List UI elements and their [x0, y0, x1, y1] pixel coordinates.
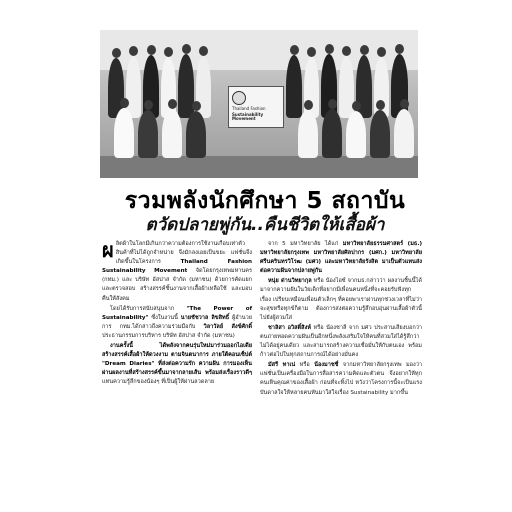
photo-person — [186, 111, 206, 158]
drop-cap: ผ — [102, 238, 114, 262]
paragraph-bold-text: นายชัชวาล ลิขสิทธิ์ — [180, 314, 230, 321]
photo-person — [114, 108, 134, 158]
photo-head — [112, 48, 121, 58]
article-paragraph — [260, 324, 422, 360]
paragraph-text: จากมหาวิทยาลัยกรุงเทพ มองว่า แฟชั่นเป็นเครื่องมือในการสื่อสารความคิดและตัวตน จึงอยากให้ทุกคนเห็นคุณค่าของเสื้อผ้า ก่อนที่จะทิ้งไป หวังว่าโครงการนี้จะเป็นแรงบันดาลใจให้หลายคนหันมาใส่ใจเรื่อง Sustainability มากขึ้น — [260, 362, 423, 396]
paragraph-text: หรือ น้องไอซ์ จากมธ.กล่าวว่า ผลงานชิ้นนี้ได้มาจากความฝันในวัยเด็กที่อยากมีเพื่อนคนหนึ่งที่จะคอยรับฟังทุกเรื่อง เปรียบเหมือนเพื่อนตัวเล็กๆ ที่คอยพาเราผ่านทุกช่วงเวลาที่ไม่ว่าจะสุขหรือทุกข์ก็ตาม ต้องการส่งต่อความรู้สึกอบอุ่นผ่านเสื้อผ้าตัวนี้ไปยังผู้สวมใส่ — [260, 278, 422, 321]
photo-floor — [100, 156, 418, 178]
paragraph-bold-text: Thailand Fashion Sustainability Movement — [102, 259, 252, 275]
photo-head — [376, 100, 385, 110]
photo-head — [328, 99, 337, 109]
event-sign-line1: Thailand Fashion — [232, 106, 266, 111]
photo-head — [120, 98, 129, 108]
photo-head — [182, 44, 191, 54]
photo-head — [164, 47, 173, 57]
paragraph-text: ซึ่งในงานนี้ — [151, 314, 178, 321]
paragraph-text: แทนความรู้สึกของน้องๆ ที่เป็นผู้ให้ผ่านลวดลาย — [102, 379, 215, 386]
photo-head — [395, 44, 404, 54]
photo-person — [286, 55, 302, 118]
photo-head — [307, 47, 316, 57]
photo-head — [129, 46, 138, 56]
photo-head — [377, 47, 386, 57]
photo-head — [400, 99, 409, 109]
photo-head — [304, 100, 313, 110]
paragraph-bold-text: ชาลิสา อวิสติ์สิงห์ — [268, 324, 311, 331]
photo-person — [126, 56, 141, 118]
photo-person — [162, 109, 182, 158]
event-sign-line2: Sustainability Movement — [232, 112, 264, 121]
paragraph-text: ลิตผ้าในโลกมีเกินกว่าความต้องการใช้งานเกือบเท่าตัว สินค้าที่ไม่ได้ถูกจำหน่าย จึงมักลงเอยเป็นขยะ แฟชั่นจึงเกิดขึ้นในโครงการ — [115, 241, 252, 266]
paragraph-bold-text: น้องมาชชี่ — [314, 362, 339, 369]
event-sign — [228, 86, 284, 128]
photo-person — [298, 110, 318, 158]
article-paragraph — [260, 240, 422, 276]
photo-head — [192, 101, 201, 111]
paragraph-text: ประธานกรรมการบริหาร บริษัท อัสปาส จำกัด (มหาชน) — [102, 332, 235, 339]
paragraph-bold-text: งานครั้งนี้ ได้พลังจากคนรุ่นใหม่มาร่วมออกไอเดีย สร้างสรรค์เสื้อผ้าให้ดวงงาม ตามจินตนาการ ภายใต้คอนเซ็ปต์ "Dream Diaries" ที่ส่งต่อความรัก ความฝัน การมองเห็น ผ่านผลงานที่สร้างสรรค์ขึ้นมาจากลายเส้น พร้อมส่งเรื่องราวดีๆ — [102, 343, 252, 377]
article-paragraph — [260, 277, 422, 322]
paragraph-text: หรือ น้องชาลี จาก มศว ประสานเสียงบอกว่า ตนถ่ายทอดความฝันเป็นอีกหนึ่งพลังเสริมใจให้คนที่สวมใส่ได้รู้สึกว่าไม่ได้อยู่คนเดียว และสามารถสร้างความเชื่อมั่นให้กับตนเอง พร้อมก้าวต่อไปในทุกสถานการณ์ได้อย่างมั่นคง — [260, 324, 423, 359]
photo-head — [352, 101, 361, 111]
paragraph-text: จัดโดยกรุงเทพมหานคร (กทม.) และ บริษัท อัสปาส จำกัด (มหาชน) ด้วยการคัดแยกและตรวจสอบ สร้างสรรค์ชิ้นงานจากเสื้อผ้าเหลือใช้ และมอบคืนให้สังคม — [102, 268, 252, 302]
photo-person — [394, 109, 414, 158]
photo-head — [144, 100, 153, 110]
photo-person — [346, 111, 366, 158]
paragraph-text: ผู้อำนวยการ กทม.ได้กล่าวถึงความร่วมมือกับ — [102, 314, 253, 330]
photo-person — [322, 109, 342, 158]
paragraph-bold-text: มัสรี ทาเน่ — [268, 362, 296, 369]
photo-head — [290, 45, 299, 55]
paragraph-bold-text: มหาวิทยาลัยธรรมศาสตร์ (มธ.) มหาวิทยาลัยกรุงเทพ มหาวิทยาลัยศิลปากร (มศก.) มหาวิทยาลัยศรีนครินทรวิโรฒ (มศว) และมหาวิทยาลัยรังสิต มาเป็นตัวแทนส่งต่อความฝันจากปลายพู่กัน — [260, 241, 423, 275]
article-paragraph — [102, 305, 252, 341]
article-paragraph — [102, 240, 252, 304]
photo-head — [147, 45, 156, 55]
article-paragraph — [260, 361, 422, 397]
photo-head — [325, 44, 334, 54]
article-photo — [100, 30, 418, 178]
article-left-column — [102, 240, 252, 389]
photo-head — [199, 46, 208, 56]
photo-person — [370, 110, 390, 158]
photo-person — [138, 110, 158, 158]
paragraph-text: จาก 5 มหาวิทยาลัย ได้แก่ — [268, 241, 339, 247]
paragraph-bold-text: วิลาวัลย์ สังข์ศักดิ์ — [203, 323, 252, 330]
paragraph-bold-text: "The Power of Sustainability" — [102, 305, 253, 321]
photo-head — [168, 99, 177, 109]
article-subheadline: ตวัดปลายพู่กัน..คืนชีวิตให้เสื้อผ้า — [145, 215, 385, 235]
article-paragraph — [102, 342, 252, 387]
photo-head — [360, 45, 369, 55]
paragraph-bold-text: หนุ่ย ด่านวิทยากุล — [268, 278, 312, 285]
photo-head — [342, 46, 351, 56]
paragraph-text: หรือ — [299, 362, 310, 369]
paragraph-text: โดยได้รับการสนับสนุนจาก — [110, 305, 175, 312]
event-logo-icon — [232, 91, 246, 105]
article-headline: รวมพลังนักศึกษา 5 สถาบัน — [124, 188, 406, 214]
article-right-column — [260, 240, 422, 399]
